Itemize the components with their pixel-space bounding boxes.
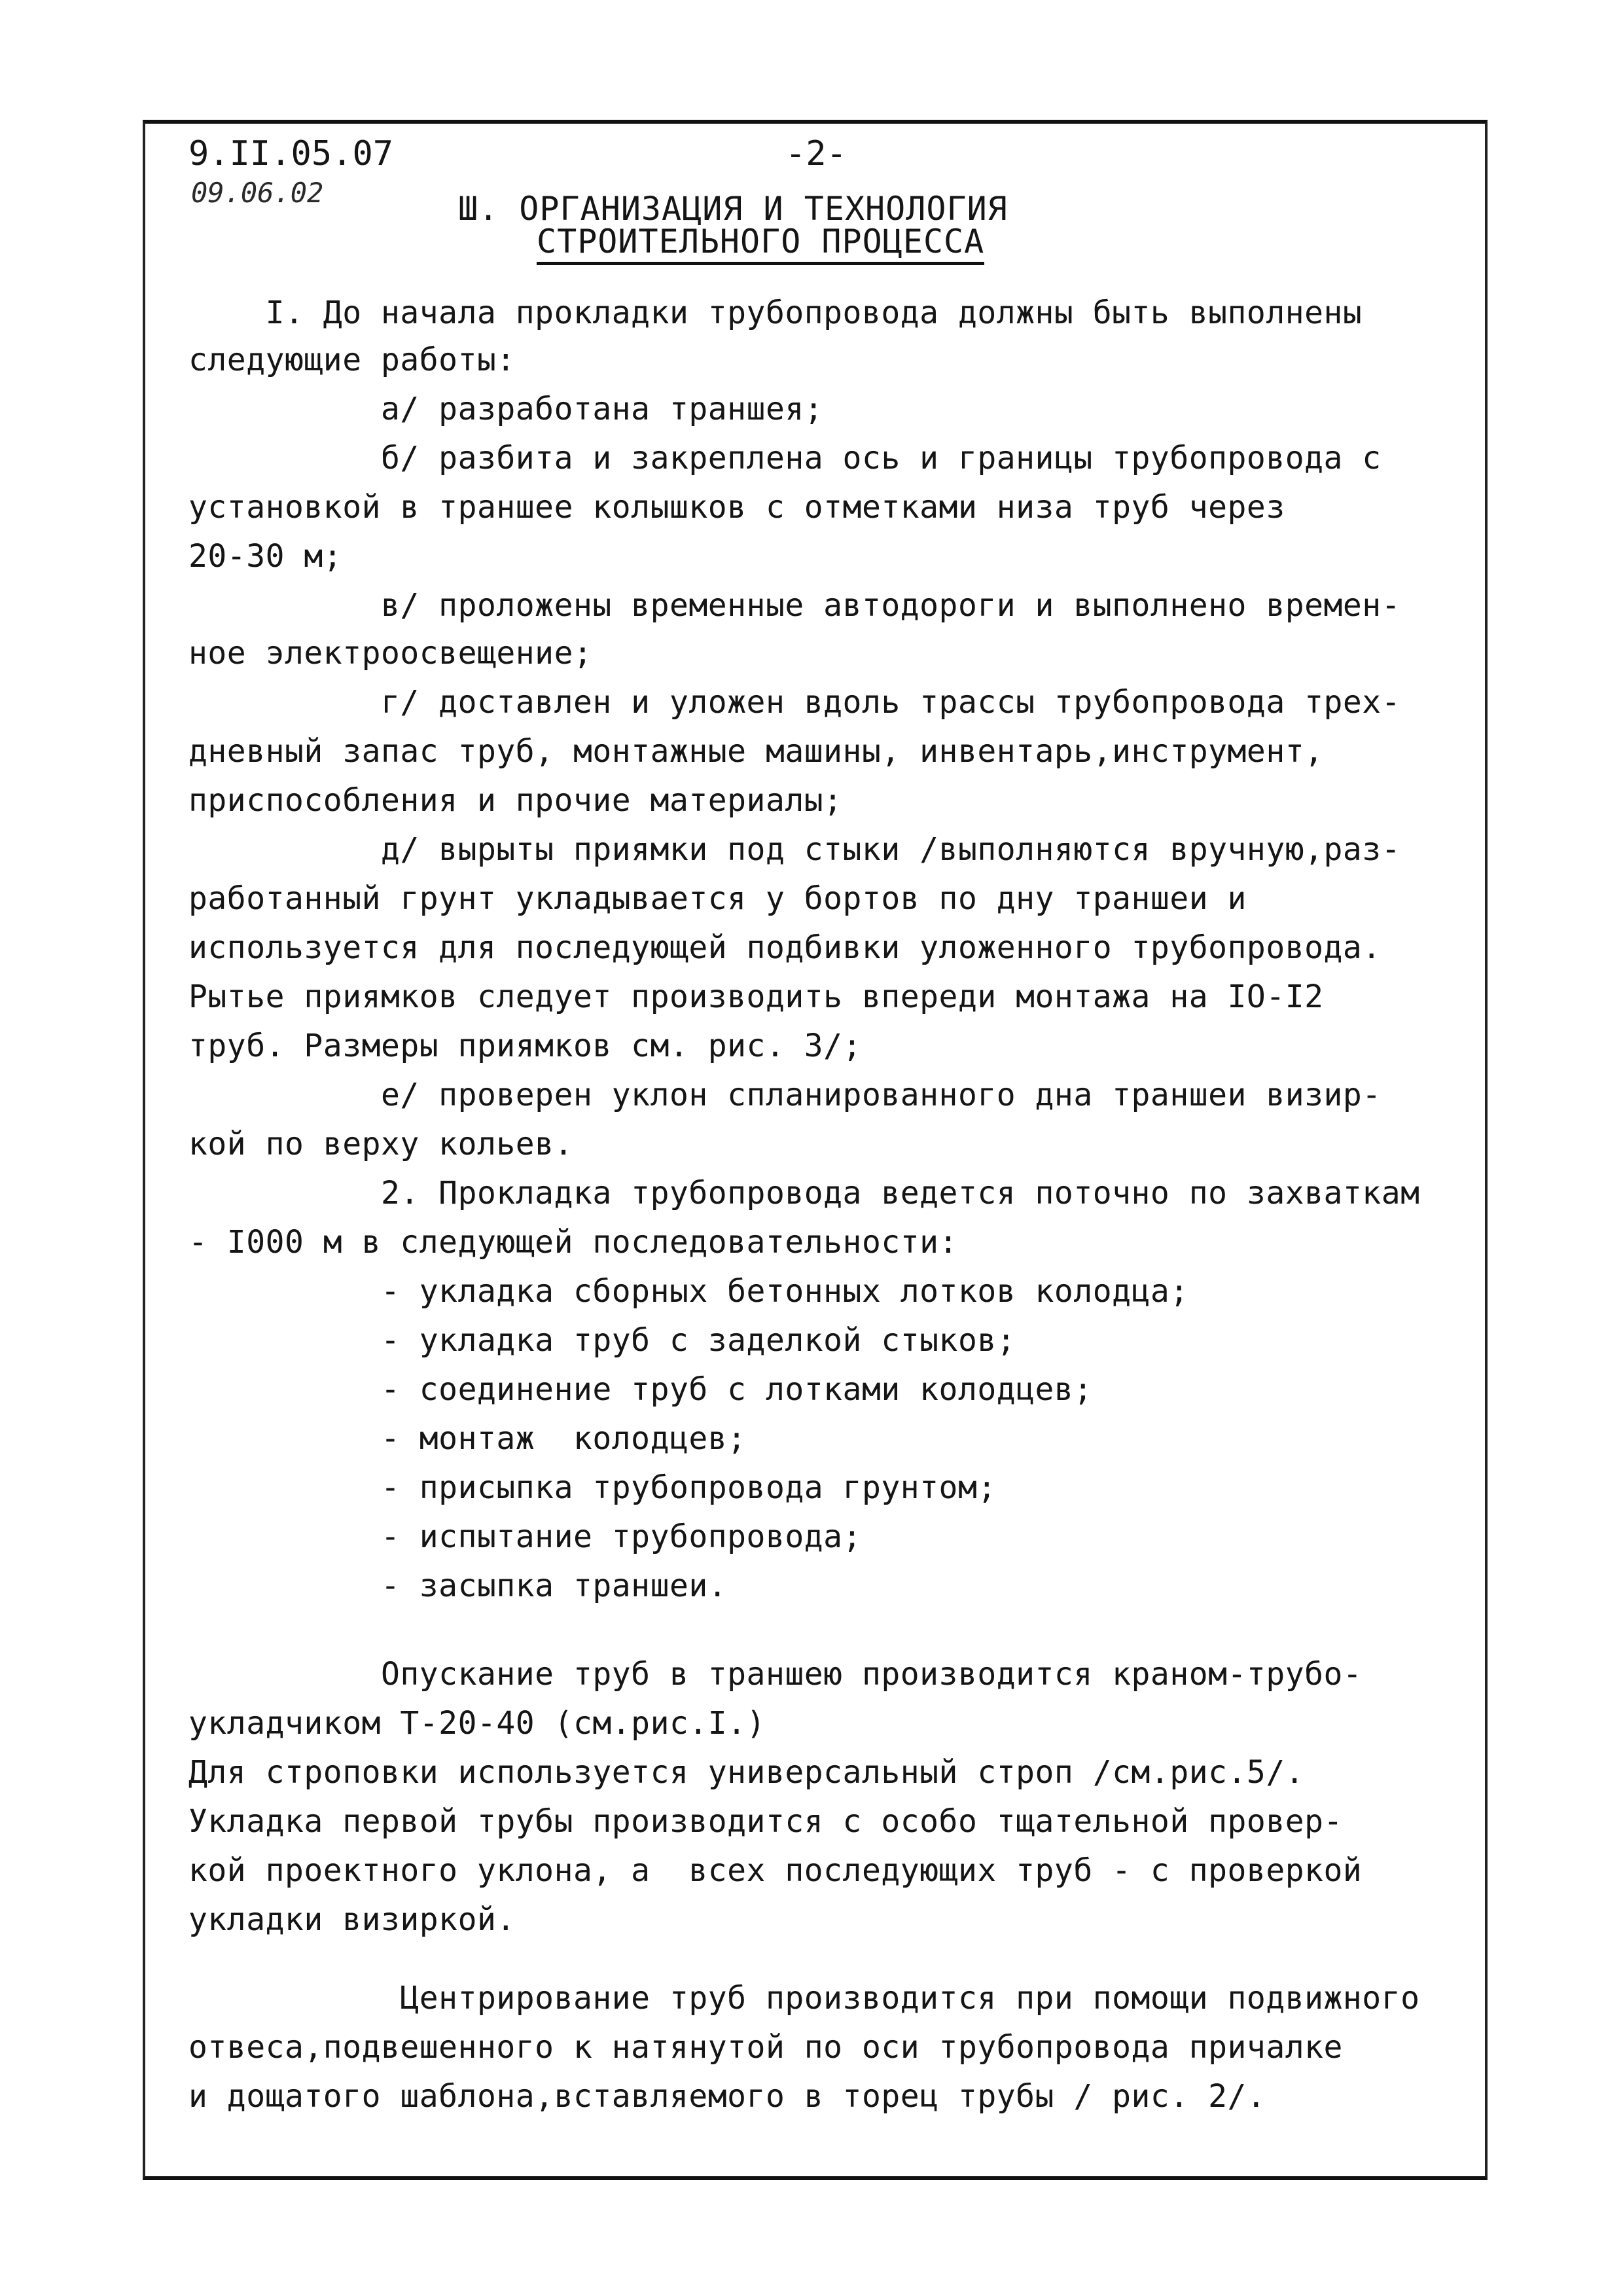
body-line: кой проектного уклона, а всех последующих труб - с проверкой xyxy=(188,1852,1363,1889)
handwritten-date: 09.06.02 xyxy=(191,177,324,209)
page-number: -2- xyxy=(785,134,847,173)
document-code: 9.II.05.07 xyxy=(188,134,394,173)
body-line: - укладка сборных бетонных лотков колодца; xyxy=(188,1273,1189,1310)
body-line: Центрирование труб производится при помощи подвижного xyxy=(188,1980,1420,2017)
section-title-line-1: Ш. ОРГАНИЗАЦИЯ И ТЕХНОЛОГИЯ xyxy=(458,190,1008,228)
body-line: работанный грунт укладывается у бортов по дну траншеи и xyxy=(188,880,1247,917)
body-line: ное электроосвещение; xyxy=(188,635,593,672)
body-line: отвеса,подвешенного к натянутой по оси трубопровода причалке xyxy=(188,2029,1343,2066)
body-line: Для строповки используется универсальный строп /см.рис.5/. xyxy=(188,1754,1305,1791)
body-line: дневный запас труб, монтажные машины, инвентарь,инструмент, xyxy=(188,733,1324,770)
body-line: в/ проложены временные автодороги и выполнено времен- xyxy=(188,587,1401,624)
body-line: установкой в траншее колышков с отметками низа труб через xyxy=(188,489,1285,526)
body-line: - засыпка траншеи. xyxy=(188,1568,728,1604)
body-line: Опускание труб в траншею производится краном-трубо- xyxy=(188,1656,1363,1693)
body-line: - испытание трубопровода; xyxy=(188,1518,862,1555)
body-line: Рытье приямков следует производить впереди монтажа на IO-I2 xyxy=(188,978,1324,1015)
body-line: е/ проверен уклон спланированного дна траншеи визир- xyxy=(188,1077,1382,1113)
body-line: - соединение труб с лотками колодцев; xyxy=(188,1371,1093,1408)
body-line: - монтаж колодцев; xyxy=(188,1420,747,1457)
body-line: укладчиком Т-20-40 (см.рис.I.) xyxy=(188,1705,766,1742)
body-line: а/ разработана траншея; xyxy=(188,391,824,427)
body-line: следующие работы: xyxy=(188,342,516,378)
body-line: труб. Размеры приямков см. рис. 3/; xyxy=(188,1028,862,1064)
body-line: 2. Прокладка трубопровода ведется поточно по захваткам xyxy=(188,1175,1420,1211)
body-line: Укладка первой трубы производится с особо тщательной провер- xyxy=(188,1803,1343,1840)
body-line: - I000 м в следующей последовательности: xyxy=(188,1224,958,1261)
body-line: используется для последующей подбивки уложенного трубопровода. xyxy=(188,929,1382,966)
section-title-line-2: СТРОИТЕЛЬНОГО ПРОЦЕССА xyxy=(537,223,984,265)
body-line: и дощатого шаблона,вставляемого в торец трубы / рис. 2/. xyxy=(188,2078,1266,2115)
body-line: приспособления и прочие материалы; xyxy=(188,782,843,819)
body-line: - укладка труб с заделкой стыков; xyxy=(188,1322,1016,1359)
body-line: 20-30 м; xyxy=(188,538,343,575)
body-line: - присыпка трубопровода грунтом; xyxy=(188,1469,997,1506)
body-line: б/ разбита и закреплена ось и границы трубопровода с xyxy=(188,440,1382,476)
body-line: укладки визиркой. xyxy=(188,1901,516,1938)
body-line: г/ доставлен и уложен вдоль трассы трубопровода трех- xyxy=(188,684,1401,721)
body-line: I. До начала прокладки трубопровода должны быть выполнены xyxy=(188,295,1363,331)
body-line: д/ вырыты приямки под стыки /выполняются вручную,раз- xyxy=(188,831,1401,868)
body-line: кой по верху кольев. xyxy=(188,1126,573,1162)
